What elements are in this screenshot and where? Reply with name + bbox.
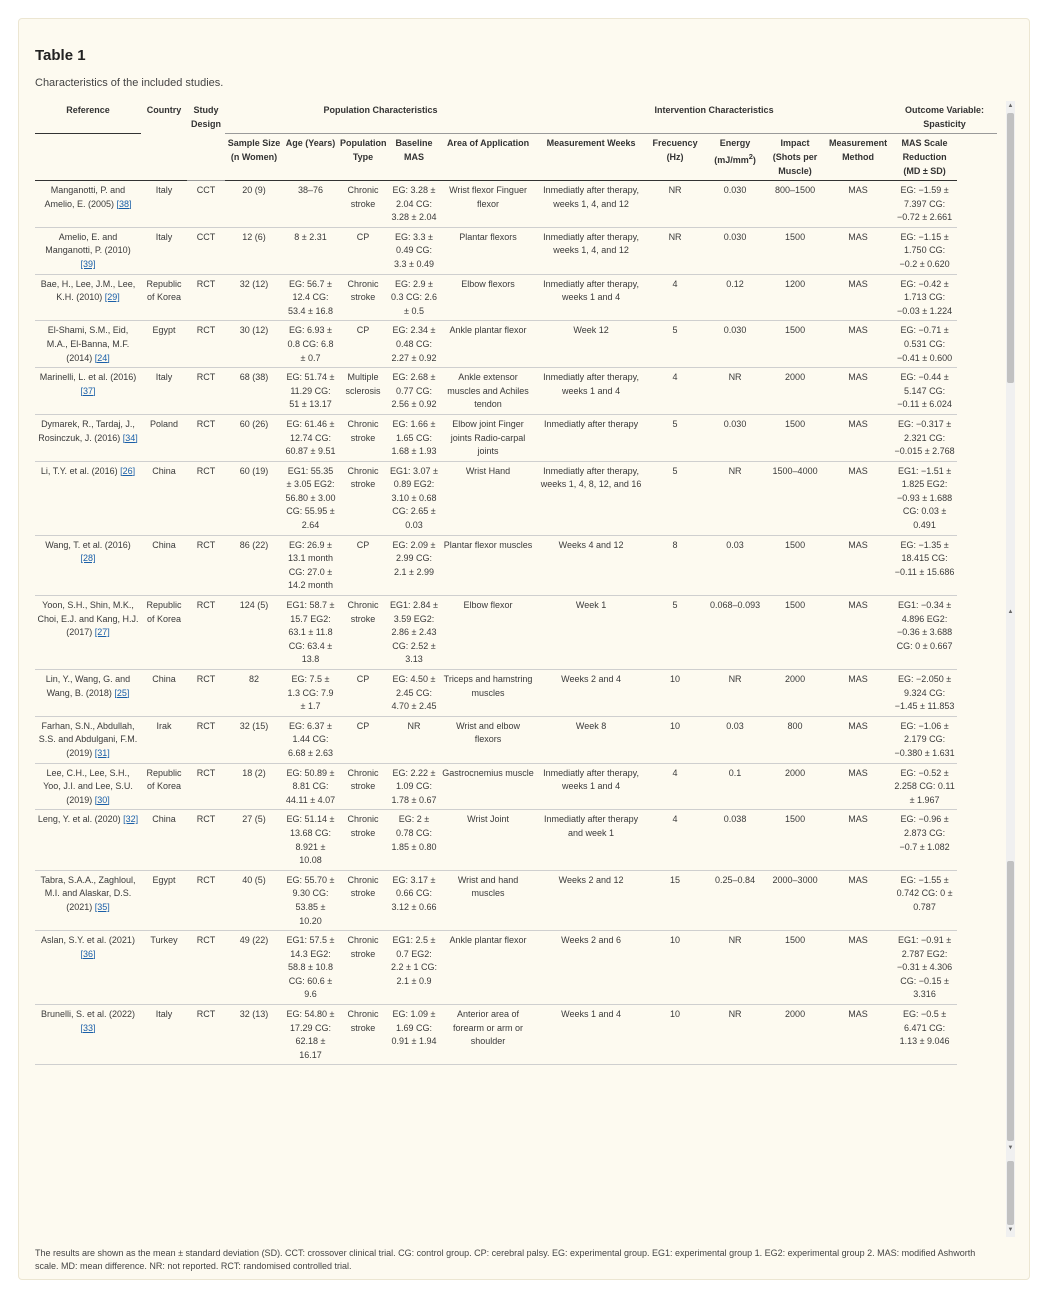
- table-row: [35, 931, 997, 1005]
- cell-freq: 5: [646, 596, 704, 670]
- cell-sample: 30 (12): [225, 321, 283, 368]
- cell-impact: 2000: [766, 368, 824, 415]
- cell-energy: 0.030: [704, 321, 766, 368]
- cell-country: Italy: [141, 368, 187, 415]
- cell-method: MAS: [824, 1005, 892, 1065]
- cell-area: Wrist flexor Finguer flexor: [440, 181, 536, 228]
- cell-freq: 10: [646, 670, 704, 717]
- col-header-method: Measurement Method: [824, 134, 892, 181]
- cell-poptype: CP: [338, 321, 388, 368]
- cell-sample: 49 (22): [225, 931, 283, 1005]
- cell-energy: NR: [704, 1005, 766, 1065]
- cell-country: Egypt: [141, 870, 187, 930]
- cell-freq: NR: [646, 227, 704, 274]
- cell-reference: Yoon, S.H., Shin, M.K., Choi, E.J. and Kang, H.J. (2017) [27]: [35, 596, 141, 670]
- cell-energy: NR: [704, 368, 766, 415]
- cell-area: Wrist Hand: [440, 461, 536, 535]
- cell-method: MAS: [824, 810, 892, 870]
- cell-weeks: Inmediatly after therapy and week 1: [536, 810, 646, 870]
- cell-area: Triceps and hamstring muscles: [440, 670, 536, 717]
- cell-sample: 32 (12): [225, 274, 283, 321]
- cell-country: Poland: [141, 414, 187, 461]
- cell-design: RCT: [187, 535, 225, 595]
- cell-energy: 0.030: [704, 227, 766, 274]
- cell-design: RCT: [187, 870, 225, 930]
- col-header-design: Study Design: [187, 101, 225, 181]
- table-row: [35, 414, 997, 461]
- cell-energy: 0.1: [704, 763, 766, 810]
- cell-method: MAS: [824, 931, 892, 1005]
- cell-country: Republic of Korea: [141, 596, 187, 670]
- table-row: [35, 274, 997, 321]
- group-header-row: [35, 101, 997, 134]
- cell-impact: 2000: [766, 670, 824, 717]
- cell-freq: NR: [646, 181, 704, 228]
- scrollbar-thumb[interactable]: [1007, 861, 1014, 1141]
- cell-impact: 1500: [766, 321, 824, 368]
- cell-age: EG1: 58.7 ± 15.7 EG2: 63.1 ± 11.8 CG: 63.4 ± 13.8: [283, 596, 338, 670]
- table-row: [35, 461, 997, 535]
- col-header-reduction: MAS Scale Reduction (MD ± SD): [892, 134, 957, 181]
- cell-method: MAS: [824, 716, 892, 763]
- cell-design: RCT: [187, 321, 225, 368]
- table-row: [35, 870, 997, 930]
- cell-design: RCT: [187, 1005, 225, 1065]
- cell-reference: Manganotti, P. and Amelio, E. (2005) [38]: [35, 181, 141, 228]
- table-row: [35, 670, 997, 717]
- cell-weeks: Weeks 2 and 6: [536, 931, 646, 1005]
- group-header-intervention: Intervention Characteristics: [536, 101, 892, 134]
- reference-link[interactable]: [36]: [80, 948, 96, 959]
- cell-age: EG1: 55.35 ± 3.05 EG2: 56.80 ± 3.00 CG: 55.95 ± 2.64: [283, 461, 338, 535]
- col-header-sample: Sample Size (n Women): [225, 134, 283, 181]
- col-header-area: Area of Application: [440, 134, 536, 181]
- cell-reduction: EG1: −1.51 ± 1.825 EG2: −0.93 ± 1.688 CG: 0.03 ± 0.491: [892, 461, 957, 535]
- cell-energy: NR: [704, 461, 766, 535]
- cell-baseline: EG: 2.34 ± 0.48 CG: 2.27 ± 0.92: [388, 321, 440, 368]
- cell-baseline: EG: 2.22 ± 1.09 CG: 1.78 ± 0.67: [388, 763, 440, 810]
- cell-age: EG: 26.9 ± 13.1 month CG: 27.0 ± 14.2 month: [283, 535, 338, 595]
- cell-impact: 1500: [766, 535, 824, 595]
- cell-age: EG: 61.46 ± 12.74 CG: 60.87 ± 9.51: [283, 414, 338, 461]
- cell-poptype: CP: [338, 227, 388, 274]
- cell-area: Ankle extensor muscles and Achiles tendon: [440, 368, 536, 415]
- cell-age: EG: 51.74 ± 11.29 CG: 51 ± 13.17: [283, 368, 338, 415]
- reference-link[interactable]: [34]: [122, 432, 138, 443]
- cell-baseline: NR: [388, 716, 440, 763]
- cell-sample: 60 (26): [225, 414, 283, 461]
- cell-area: Wrist and hand muscles: [440, 870, 536, 930]
- cell-energy: 0.030: [704, 181, 766, 228]
- cell-reduction: EG: −1.59 ± 7.397 CG: −0.72 ± 2.661: [892, 181, 957, 228]
- cell-reduction: EG: −0.5 ± 6.471 CG: 1.13 ± 9.046: [892, 1005, 957, 1065]
- col-header-energy: Energy $(mJ/mm^2)$: [704, 134, 766, 181]
- cell-impact: 1500: [766, 414, 824, 461]
- cell-energy: 0.12: [704, 274, 766, 321]
- cell-sample: 60 (19): [225, 461, 283, 535]
- cell-reference: Lee, C.H., Lee, S.H., Yoo, J.I. and Lee, S.U. (2019) [30]: [35, 763, 141, 810]
- cell-impact: 1200: [766, 274, 824, 321]
- cell-country: Egypt: [141, 321, 187, 368]
- cell-weeks: Weeks 2 and 4: [536, 670, 646, 717]
- cell-country: China: [141, 461, 187, 535]
- cell-reference: Dymarek, R., Tardaj, J., Rosinczuk, J. (2016) [34]: [35, 414, 141, 461]
- cell-poptype: Chronic stroke: [338, 1005, 388, 1065]
- cell-weeks: Inmediatly after therapy, weeks 1, 4, and 12: [536, 181, 646, 228]
- cell-reference: Li, T.Y. et al. (2016) [26]: [35, 461, 141, 535]
- cell-method: MAS: [824, 535, 892, 595]
- cell-reduction: EG: −0.44 ± 5.147 CG: −0.11 ± 6.024: [892, 368, 957, 415]
- scroll-up-arrow-icon[interactable]: ▲: [1007, 103, 1014, 109]
- cell-design: RCT: [187, 274, 225, 321]
- cell-method: MAS: [824, 870, 892, 930]
- col-header-age: Age (Years): [283, 134, 338, 181]
- cell-country: Republic of Korea: [141, 274, 187, 321]
- cell-impact: 1500: [766, 227, 824, 274]
- cell-area: Elbow joint Finger joints Radio-carpal joints: [440, 414, 536, 461]
- col-header-weeks: Measurement Weeks: [536, 134, 646, 181]
- cell-poptype: Chronic stroke: [338, 810, 388, 870]
- cell-design: CCT: [187, 227, 225, 274]
- table-row: [35, 368, 997, 415]
- cell-weeks: Week 12: [536, 321, 646, 368]
- cell-baseline: EG: 4.50 ± 2.45 CG: 4.70 ± 2.45: [388, 670, 440, 717]
- reference-link[interactable]: [25]: [114, 687, 130, 698]
- cell-design: RCT: [187, 810, 225, 870]
- cell-energy: 0.03: [704, 716, 766, 763]
- cell-sample: 32 (15): [225, 716, 283, 763]
- reference-link[interactable]: [31]: [94, 747, 110, 758]
- cell-design: RCT: [187, 414, 225, 461]
- cell-area: Plantar flexors: [440, 227, 536, 274]
- cell-weeks: Inmediatly after therapy, weeks 1, 4, 8, 12, and 16: [536, 461, 646, 535]
- cell-poptype: CP: [338, 535, 388, 595]
- reference-link[interactable]: [28]: [80, 553, 96, 564]
- cell-energy: 0.068–0.093: [704, 596, 766, 670]
- cell-weeks: Inmediatly after therapy, weeks 1 and 4: [536, 274, 646, 321]
- cell-freq: 10: [646, 716, 704, 763]
- cell-reference: Farhan, S.N., Abdullah, S.S. and Abdulgani, F.M. (2019) [31]: [35, 716, 141, 763]
- cell-freq: 4: [646, 274, 704, 321]
- table-footnote: The results are shown as the mean ± standard deviation (SD). CCT: crossover clinical trial. CG: control group. CP: cerebral palsy. EG: experimental group. EG1: experimental group 1. EG2: experimental group 2. MAS: modified Ashworth scale. MD: mean difference. NR: not reported. RCT: randomised controlled trial.: [35, 1248, 976, 1271]
- cell-impact: 1500: [766, 810, 824, 870]
- cell-baseline: EG: 2.09 ± 2.99 CG: 2.1 ± 2.99: [388, 535, 440, 595]
- cell-sample: 27 (5): [225, 810, 283, 870]
- cell-reference: Tabra, S.A.A., Zaghloul, M.I. and Alaskar, D.S. (2021) [35]: [35, 870, 141, 930]
- col-header-impact: Impact (Shots per Muscle): [766, 134, 824, 181]
- reference-link[interactable]: [35]: [94, 901, 110, 912]
- cell-design: RCT: [187, 670, 225, 717]
- cell-method: MAS: [824, 181, 892, 228]
- cell-area: Ankle plantar flexor: [440, 931, 536, 1005]
- cell-energy: 0.03: [704, 535, 766, 595]
- cell-country: Italy: [141, 181, 187, 228]
- cell-area: Elbow flexors: [440, 274, 536, 321]
- cell-age: EG: 56.7 ± 12.4 CG: 53.4 ± 16.8: [283, 274, 338, 321]
- col-header-frequency: Frecuency (Hz): [646, 134, 704, 181]
- cell-poptype: Chronic stroke: [338, 414, 388, 461]
- cell-method: MAS: [824, 321, 892, 368]
- cell-energy: 0.030: [704, 414, 766, 461]
- cell-age: EG: 7.5 ± 1.3 CG: 7.9 ± 1.7: [283, 670, 338, 717]
- cell-poptype: Multiple sclerosis: [338, 368, 388, 415]
- studies-table: [35, 101, 997, 1065]
- reference-link[interactable]: [33]: [80, 1022, 96, 1033]
- cell-method: MAS: [824, 414, 892, 461]
- cell-energy: 0.038: [704, 810, 766, 870]
- table-row: [35, 535, 997, 595]
- cell-design: RCT: [187, 368, 225, 415]
- cell-sample: 20 (9): [225, 181, 283, 228]
- cell-reduction: EG1: −0.34 ± 4.896 EG2: −0.36 ± 3.688 CG: 0 ± 0.667: [892, 596, 957, 670]
- cell-method: MAS: [824, 227, 892, 274]
- reference-link[interactable]: [32]: [123, 814, 139, 825]
- scroll-down-arrow-icon[interactable]: ▼: [1007, 1145, 1014, 1151]
- cell-baseline: EG: 3.28 ± 2.04 CG: 3.28 ± 2.04: [388, 181, 440, 228]
- cell-poptype: Chronic stroke: [338, 596, 388, 670]
- cell-age: EG: 51.14 ± 13.68 CG: 8.921 ± 10.08: [283, 810, 338, 870]
- cell-sample: 124 (5): [225, 596, 283, 670]
- cell-reduction: EG: −0.317 ± 2.321 CG: −0.015 ± 2.768: [892, 414, 957, 461]
- cell-sample: 68 (38): [225, 368, 283, 415]
- cell-reduction: EG: −1.55 ± 0.742 CG: 0 ± 0.787: [892, 870, 957, 930]
- cell-poptype: CP: [338, 670, 388, 717]
- cell-design: RCT: [187, 461, 225, 535]
- scrollbar-thumb[interactable]: [1007, 1161, 1014, 1225]
- cell-sample: 86 (22): [225, 535, 283, 595]
- table-scrollbar[interactable]: [1006, 101, 1015, 1237]
- cell-poptype: Chronic stroke: [338, 181, 388, 228]
- cell-poptype: Chronic stroke: [338, 931, 388, 1005]
- cell-area: Elbow flexor: [440, 596, 536, 670]
- cell-reduction: EG: −1.15 ± 1.750 CG: −0.2 ± 0.620: [892, 227, 957, 274]
- cell-age: EG: 50.89 ± 8.81 CG: 44.11 ± 4.07: [283, 763, 338, 810]
- cell-reduction: EG: −0.96 ± 2.873 CG: −0.7 ± 1.082: [892, 810, 957, 870]
- cell-baseline: EG1: 3.07 ± 0.89 EG2: 3.10 ± 0.68 CG: 2.65 ± 0.03: [388, 461, 440, 535]
- cell-energy: NR: [704, 670, 766, 717]
- cell-poptype: CP: [338, 716, 388, 763]
- cell-age: EG: 54.80 ± 17.29 CG: 62.18 ± 16.17: [283, 1005, 338, 1065]
- table-title: Table 1: [35, 47, 86, 64]
- cell-age: EG: 6.93 ± 0.8 CG: 6.8 ± 0.7: [283, 321, 338, 368]
- cell-country: Turkey: [141, 931, 187, 1005]
- cell-energy: NR: [704, 931, 766, 1005]
- cell-design: CCT: [187, 181, 225, 228]
- cell-poptype: Chronic stroke: [338, 870, 388, 930]
- cell-impact: 1500–4000: [766, 461, 824, 535]
- cell-method: MAS: [824, 763, 892, 810]
- cell-impact: 800: [766, 716, 824, 763]
- cell-poptype: Chronic stroke: [338, 763, 388, 810]
- cell-baseline: EG: 1.09 ± 1.69 CG: 0.91 ± 1.94: [388, 1005, 440, 1065]
- cell-weeks: Inmediatly after therapy, weeks 1, 4, and 12: [536, 227, 646, 274]
- table-body: [35, 181, 997, 1065]
- table-card: [18, 18, 1030, 1280]
- col-header-baseline: Baseline MAS: [388, 134, 440, 181]
- cell-design: RCT: [187, 763, 225, 810]
- group-header-population: Population Characteristics: [225, 101, 536, 134]
- cell-reduction: EG: −0.52 ± 2.258 CG: 0.11 ± 1.967: [892, 763, 957, 810]
- cell-weeks: Inmediatly after therapy, weeks 1 and 4: [536, 763, 646, 810]
- reference-link[interactable]: [24]: [94, 352, 110, 363]
- cell-age: 38–76: [283, 181, 338, 228]
- cell-energy: 0.25–0.84: [704, 870, 766, 930]
- cell-baseline: EG: 1.66 ± 1.65 CG: 1.68 ± 1.93: [388, 414, 440, 461]
- cell-design: RCT: [187, 931, 225, 1005]
- cell-sample: 32 (13): [225, 1005, 283, 1065]
- cell-sample: 18 (2): [225, 763, 283, 810]
- cell-impact: 1500: [766, 596, 824, 670]
- col-header-population-type: Population Type: [338, 134, 388, 181]
- column-header-row: [35, 134, 997, 181]
- cell-reference: Wang, T. et al. (2016) [28]: [35, 535, 141, 595]
- table-scroll-area[interactable]: [35, 101, 1015, 1237]
- cell-weeks: Weeks 4 and 12: [536, 535, 646, 595]
- table-row: [35, 763, 997, 810]
- cell-impact: 1500: [766, 931, 824, 1005]
- cell-country: China: [141, 535, 187, 595]
- cell-weeks: Weeks 1 and 4: [536, 1005, 646, 1065]
- cell-area: Wrist Joint: [440, 810, 536, 870]
- reference-link[interactable]: [30]: [94, 794, 110, 805]
- cell-area: Anterior area of forearm or arm or shoulder: [440, 1005, 536, 1065]
- cell-weeks: Week 8: [536, 716, 646, 763]
- col-header-reference: Reference: [35, 101, 141, 134]
- col-header-country: Country: [146, 105, 182, 115]
- cell-reference: Marinelli, L. et al. (2016) [37]: [35, 368, 141, 415]
- scroll-down-arrow-icon[interactable]: ▼: [1007, 1227, 1014, 1233]
- scroll-up-arrow-icon[interactable]: ▲: [1007, 609, 1014, 615]
- cell-country: Italy: [141, 227, 187, 274]
- cell-method: MAS: [824, 461, 892, 535]
- cell-baseline: EG1: 2.5 ± 0.7 EG2: 2.2 ± 1 CG: 2.1 ± 0.9: [388, 931, 440, 1005]
- cell-sample: 12 (6): [225, 227, 283, 274]
- cell-reduction: EG1: −0.91 ± 2.787 EG2: −0.31 ± 4.306 CG: −0.15 ± 3.316: [892, 931, 957, 1005]
- table-caption: Characteristics of the included studies.: [35, 77, 224, 89]
- table-row: [35, 716, 997, 763]
- cell-age: EG: 55.70 ± 9.30 CG: 53.85 ± 10.20: [283, 870, 338, 930]
- cell-reference: Aslan, S.Y. et al. (2021) [36]: [35, 931, 141, 1005]
- cell-reduction: EG: −0.71 ± 0.531 CG: −0.41 ± 0.600: [892, 321, 957, 368]
- cell-age: EG1: 57.5 ± 14.3 EG2: 58.8 ± 10.8 CG: 60.6 ± 9.6: [283, 931, 338, 1005]
- table-row: [35, 181, 997, 228]
- cell-country: Republic of Korea: [141, 763, 187, 810]
- cell-reduction: EG: −0.42 ± 1.713 CG: −0.03 ± 1.224: [892, 274, 957, 321]
- cell-impact: 800–1500: [766, 181, 824, 228]
- cell-reference: El-Shami, S.M., Eid, M.A., El-Banna, M.F. (2014) [24]: [35, 321, 141, 368]
- cell-reference: Lin, Y., Wang, G. and Wang, B. (2018) [25]: [35, 670, 141, 717]
- cell-baseline: EG: 2 ± 0.78 CG: 1.85 ± 0.80: [388, 810, 440, 870]
- cell-freq: 8: [646, 535, 704, 595]
- reference-link[interactable]: [37]: [80, 385, 96, 396]
- cell-impact: 2000: [766, 1005, 824, 1065]
- cell-baseline: EG: 3.17 ± 0.66 CG: 3.12 ± 0.66: [388, 870, 440, 930]
- cell-area: Ankle plantar flexor: [440, 321, 536, 368]
- table-row: [35, 227, 997, 274]
- table-row: [35, 810, 997, 870]
- cell-freq: 5: [646, 321, 704, 368]
- cell-country: Italy: [141, 1005, 187, 1065]
- cell-impact: 2000: [766, 763, 824, 810]
- reference-link[interactable]: [29]: [104, 292, 120, 303]
- reference-link[interactable]: [38]: [116, 198, 132, 209]
- reference-link[interactable]: [39]: [80, 258, 96, 269]
- cell-impact: 2000–3000: [766, 870, 824, 930]
- cell-freq: 4: [646, 368, 704, 415]
- cell-weeks: Weeks 2 and 12: [536, 870, 646, 930]
- cell-area: Wrist and elbow flexors: [440, 716, 536, 763]
- table-row: [35, 1005, 997, 1065]
- cell-area: Plantar flexor muscles: [440, 535, 536, 595]
- group-header-outcome: Outcome Variable: Spasticity: [892, 101, 997, 134]
- cell-reduction: EG: −2.050 ± 9.324 CG: −1.45 ± 11.853: [892, 670, 957, 717]
- cell-reference: Bae, H., Lee, J.M., Lee, K.H. (2010) [29]: [35, 274, 141, 321]
- cell-poptype: Chronic stroke: [338, 461, 388, 535]
- cell-country: Irak: [141, 716, 187, 763]
- cell-baseline: EG: 2.9 ± 0.3 CG: 2.6 ± 0.5: [388, 274, 440, 321]
- cell-freq: 5: [646, 414, 704, 461]
- cell-design: RCT: [187, 716, 225, 763]
- cell-country: China: [141, 670, 187, 717]
- table-row: [35, 596, 997, 670]
- cell-freq: 10: [646, 1005, 704, 1065]
- table-row: [35, 321, 997, 368]
- cell-method: MAS: [824, 274, 892, 321]
- reference-link[interactable]: [26]: [120, 465, 136, 476]
- cell-weeks: Week 1: [536, 596, 646, 670]
- cell-freq: 5: [646, 461, 704, 535]
- cell-freq: 4: [646, 763, 704, 810]
- cell-method: MAS: [824, 670, 892, 717]
- cell-reference: Brunelli, S. et al. (2022) [33]: [35, 1005, 141, 1065]
- cell-weeks: Inmediatly after therapy, weeks 1 and 4: [536, 368, 646, 415]
- cell-sample: 40 (5): [225, 870, 283, 930]
- cell-weeks: Inmediatly after therapy: [536, 414, 646, 461]
- reference-link[interactable]: [27]: [94, 627, 110, 638]
- cell-method: MAS: [824, 596, 892, 670]
- cell-freq: 15: [646, 870, 704, 930]
- cell-reduction: EG: −1.06 ± 2.179 CG: −0.380 ± 1.631: [892, 716, 957, 763]
- cell-baseline: EG: 2.68 ± 0.77 CG: 2.56 ± 0.92: [388, 368, 440, 415]
- cell-reference: Amelio, E. and Manganotti, P. (2010) [39]: [35, 227, 141, 274]
- cell-design: RCT: [187, 596, 225, 670]
- cell-method: MAS: [824, 368, 892, 415]
- scrollbar-thumb[interactable]: [1007, 113, 1014, 383]
- cell-age: EG: 6.37 ± 1.44 CG: 6.68 ± 2.63: [283, 716, 338, 763]
- cell-freq: 10: [646, 931, 704, 1005]
- cell-reference: Leng, Y. et al. (2020) [32]: [35, 810, 141, 870]
- cell-reduction: EG: −1.35 ± 18.415 CG: −0.11 ± 15.686: [892, 535, 957, 595]
- cell-area: Gastrocnemius muscle: [440, 763, 536, 810]
- cell-poptype: Chronic stroke: [338, 274, 388, 321]
- cell-sample: 82: [225, 670, 283, 717]
- cell-country: China: [141, 810, 187, 870]
- cell-baseline: EG1: 2.84 ± 3.59 EG2: 2.86 ± 2.43 CG: 2.52 ± 3.13: [388, 596, 440, 670]
- cell-freq: 4: [646, 810, 704, 870]
- cell-baseline: EG: 3.3 ± 0.49 CG: 3.3 ± 0.49: [388, 227, 440, 274]
- cell-age: 8 ± 2.31: [283, 227, 338, 274]
